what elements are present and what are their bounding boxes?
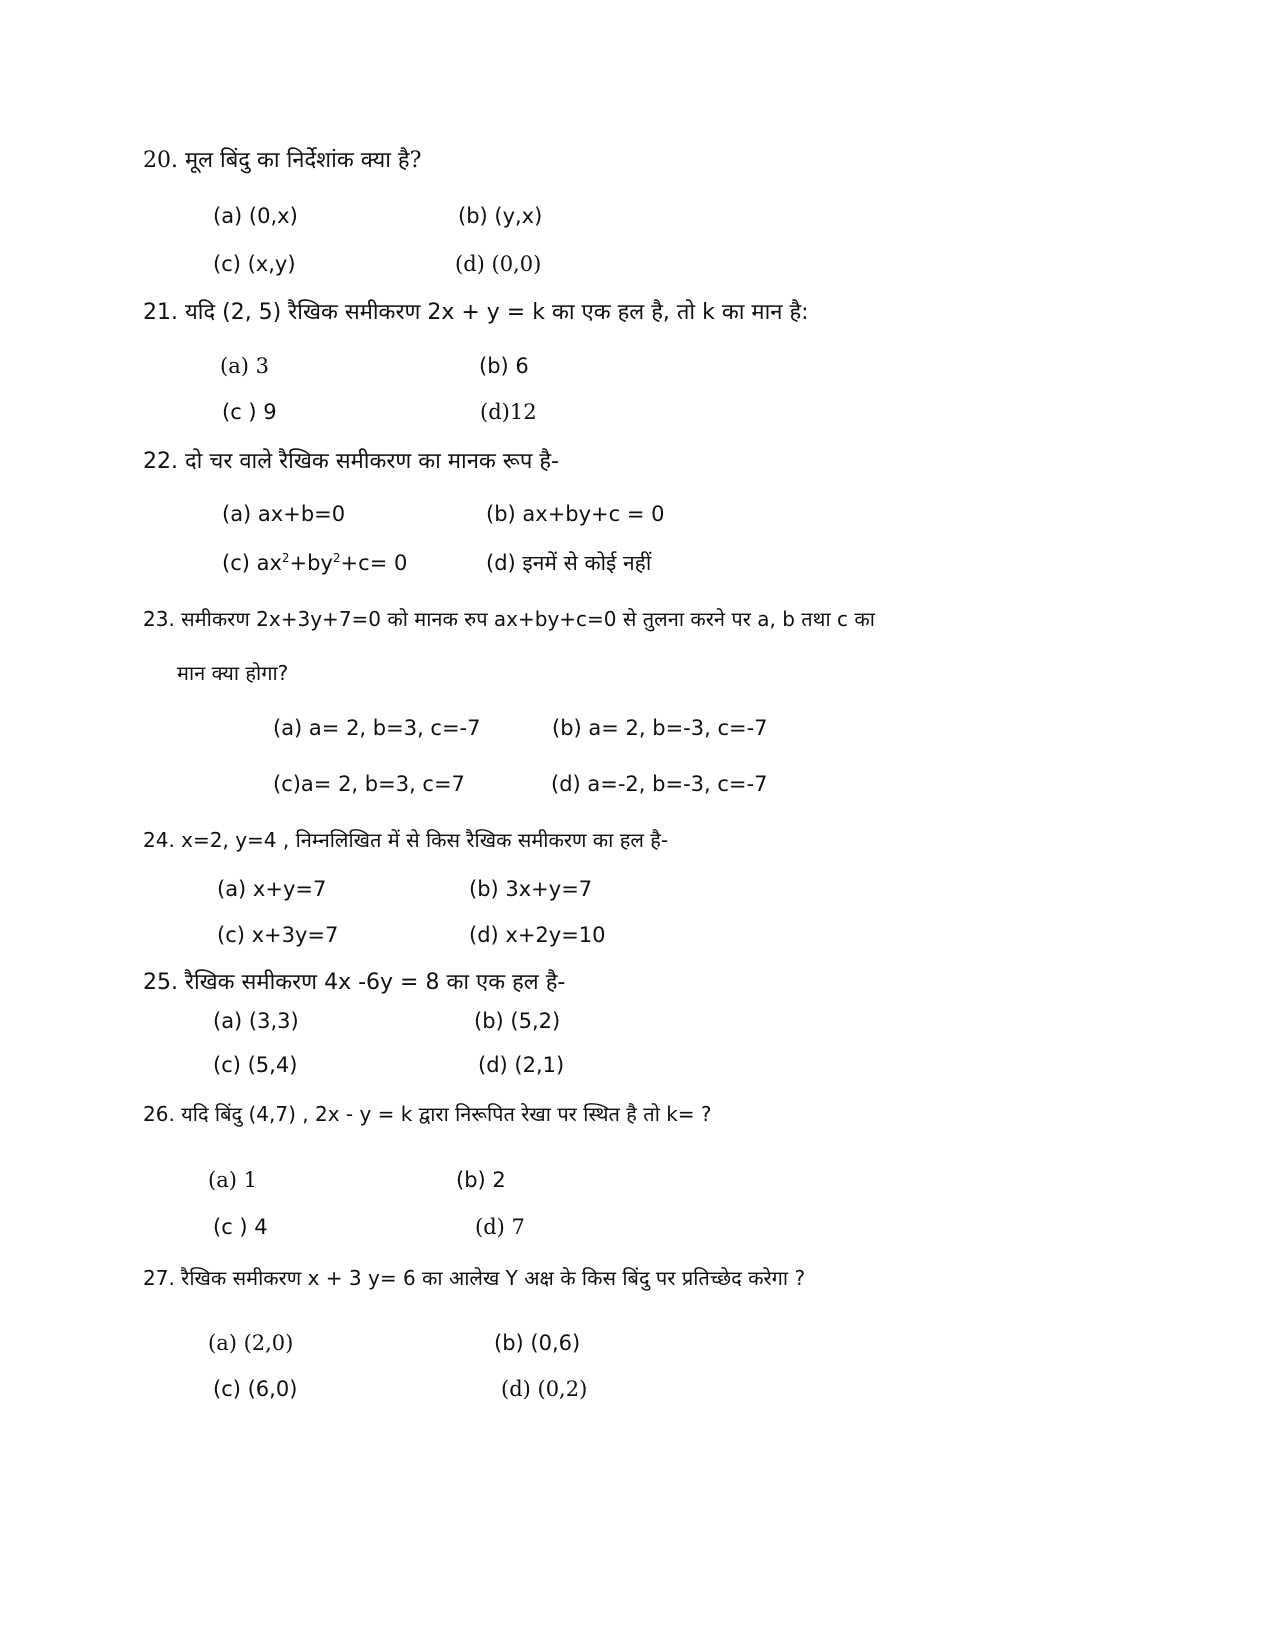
question-23-text: 23. समीकरण 2x+3y+7=0 को मानक रुप ax+by+c=0 से तुलना करने पर a, b तथा c का (143, 607, 875, 631)
question-24-option-a: (a) x+y=7 (217, 877, 327, 901)
question-22-text: 22. दो चर वाले रैखिक समीकरण का मानक रूप है- (143, 449, 559, 474)
question-21-text: 21. यदि (2, 5) रैखिक समीकरण 2x + y = k का एक हल है, तो k का मान है: (143, 300, 809, 325)
question-23-option-a: (a) a= 2, b=3, c=-7 (273, 716, 481, 740)
question-22-option-b: (b) ax+by+c = 0 (486, 502, 665, 526)
question-25-text: 25. रैखिक समीकरण 4x -6y = 8 का एक हल है- (143, 970, 566, 995)
question-24-option-c: (c) x+3y=7 (217, 923, 339, 947)
question-22-option-c: (c) $ax^2+by^2+c= 0$ (222, 551, 408, 575)
question-27-option-a: (a) (2,0) (208, 1331, 294, 1355)
question-26-option-d: (d) 7 (475, 1215, 525, 1239)
question-26-option-a: (a) 1 (208, 1168, 257, 1192)
question-22-option-a: (a) ax+b=0 (222, 502, 346, 526)
question-26-text: 26. यदि बिंदु (4,7) , 2x - y = k द्वारा निरूपित रेखा पर स्थित है तो k= ? (143, 1102, 712, 1126)
question-22-option-d: (d) इनमें से कोई नहीं (486, 551, 652, 575)
question-20-option-c: (c) (x,y) (213, 252, 296, 276)
question-21-option-d: (d)12 (480, 400, 537, 424)
question-26-option-b: (b) 2 (456, 1168, 506, 1192)
question-24-text: 24. x=2, y=4 , निम्नलिखित में से किस रैखिक समीकरण का हल है- (143, 828, 669, 852)
question-27-option-d: (d) (0,2) (501, 1377, 588, 1401)
question-24-option-d: (d) x+2y=10 (469, 923, 606, 947)
question-27-option-c: (c) (6,0) (213, 1377, 298, 1401)
question-20-text: 20. मूल बिंदु का निर्देशांक क्या है? (143, 148, 422, 173)
question-25-option-b: (b) (5,2) (474, 1009, 561, 1033)
question-25-option-c: (c) (5,4) (213, 1053, 298, 1077)
question-23-option-d: (d) a=-2, b=-3, c=-7 (551, 772, 768, 796)
question-20-option-b: (b) (y,x) (458, 204, 543, 228)
question-23-option-b: (b) a= 2, b=-3, c=-7 (552, 716, 768, 740)
question-27-text: 27. रैखिक समीकरण x + 3 y= 6 का आलेख Y अक्ष के किस बिंदु पर प्रतिच्छेद करेगा ? (143, 1266, 806, 1290)
question-26-option-c: (c ) 4 (213, 1215, 268, 1239)
question-25-option-a: (a) (3,3) (213, 1009, 299, 1033)
question-24-option-b: (b) 3x+y=7 (469, 877, 593, 901)
question-23-text-line2: मान क्या होगा? (177, 661, 289, 685)
question-20-option-a: (a) (0,x) (213, 204, 298, 228)
question-20-option-d: (d) (0,0) (455, 252, 542, 276)
question-27-option-b: (b) (0,6) (494, 1331, 581, 1355)
question-21-option-c: (c ) 9 (222, 400, 277, 424)
question-21-option-b: (b) 6 (479, 354, 529, 378)
question-21-option-a: (a) 3 (220, 354, 269, 378)
question-25-option-d: (d) (2,1) (478, 1053, 565, 1077)
question-23-option-c: (c)a= 2, b=3, c=7 (273, 772, 465, 796)
